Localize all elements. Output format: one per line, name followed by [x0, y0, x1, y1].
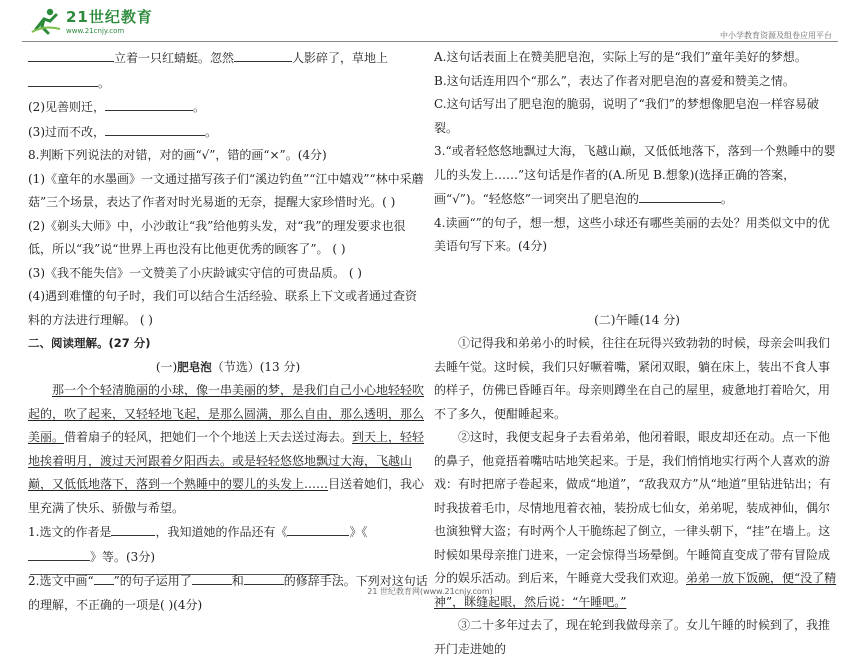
fill-line-1: 立着一只红蜻蜓。忽然 人影碎了，草地上。 [28, 46, 428, 95]
page-footer: 21 世纪教育网(www.21cnjy.com) [367, 587, 493, 596]
fill-line-2: (2)见善则迁， 。 [28, 95, 428, 120]
header-divider [22, 41, 838, 42]
logo-title: 21世纪教育 [66, 8, 153, 26]
fill-line-3: (3)过而不改， 。 [28, 120, 428, 145]
answer-blank[interactable] [639, 187, 721, 203]
answer-blank[interactable] [105, 120, 205, 136]
right-column [434, 46, 840, 661]
answer-blank[interactable] [244, 569, 284, 585]
runner-logo-icon [30, 7, 62, 35]
question-8-3: (3)《我不能失信》一文赞美了小庆龄诚实守信的可贵品质。 ( ) [28, 265, 362, 280]
reading-question-4: 4.读画“”的句子，想一想，这些小球还有哪些美丽的去处？用类似文中的优美语句写下来。(4分) [434, 215, 830, 253]
option-c: C.这句话写出了肥皂泡的脆弱，说明了“我们”的梦想像肥皂泡一样容易破裂。 [434, 97, 819, 135]
passage-1-body: 那一个个轻清脆丽的小球，像一串美丽的梦，是我们自己小心地轻轻吹起的，吹了起来，又轻轻地飞起，是那么圆满，那么自由，那么透明，那么美丽。借着扇子的轻风，把她们一个个地送上天去送过海去。到天上，轻轻地挨着明月，渡过天河跟着夕阳西去。或是轻轻悠悠地飘过大海，飞越山巅，又低低地落下，落到一个熟睡中的婴儿的头发上……目送着她们，我心里充满了快乐、骄傲与希望。 [28, 383, 425, 515]
question-8-2: (2)《剃头大师》中，小沙敢让“我”给他剪头发，对“我”的理发要求也很低，所以“我”说“世界上再也没有比他更优秀的顾客了”。 ( ) [28, 218, 406, 256]
passage-2-para-1: ①记得我和弟弟小的时候，往往在玩得兴致勃勃的时候，母亲会叫我们去睡午觉。这时候，我们只好噘着嘴，紧闭双眼，躺在床上，装出不食人事的样子，仿佛已昏睡百年。母亲则蹲坐在自己的屋里，疲惫地打着哈欠，用不了多久，便酣睡起来。 [434, 336, 831, 421]
answer-blank[interactable] [28, 46, 114, 62]
option-a: A.这句话表面上在赞美肥皂泡，实际上写的是“我们”童年美好的梦想。 [434, 50, 807, 64]
left-column [28, 46, 428, 617]
passage-1-title: (一)肥皂泡（节选）(13 分) [155, 359, 301, 374]
passage-2-para-3: ③二十多年过去了，现在轮到我做母亲了。女儿午睡的时候到了，我推开门走进她的 [434, 618, 831, 656]
logo-url: www.21cnjy.com [66, 27, 125, 35]
question-8-4: (4)遇到难懂的句子时，我们可以结合生活经验、联系上下文或者通过查资料的方法进行理解。 ( ) [28, 289, 418, 327]
answer-blank[interactable] [105, 95, 193, 111]
answer-blank[interactable] [111, 520, 155, 536]
reading-question-2: 2.选文中画“ ”的句子运用了 和 的修辞手法。下列对这句话的理解，不正确的一项是( )(4分) [28, 569, 428, 617]
footer-divider [30, 574, 338, 575]
answer-blank[interactable] [28, 545, 90, 561]
reading-question-3: 3.“或者轻悠悠地飘过大海，飞越山巅，又低低地落下，落到一个熟睡中的婴儿的头发上……”这句话是作者的(A.所见 B.想象)(选择正确的答案，画“√”)。“轻悠悠”一词突出了肥皂泡的 。 [434, 144, 836, 206]
section-heading: 二、阅读理解。(27 分) [28, 336, 151, 350]
passage-2-title: (二)午睡(14 分) [594, 312, 680, 327]
question-8: 8.判断下列说法的对错，对的画“√”，错的画“×”。(4分) [28, 148, 327, 162]
answer-blank[interactable] [28, 71, 98, 87]
answer-blank [94, 569, 114, 585]
answer-blank[interactable] [234, 46, 292, 62]
platform-label: 中小学教育资源及组卷应用平台 [720, 31, 832, 40]
page-header [0, 0, 860, 42]
passage-2-para-2: ②这时，我便支起身子去看弟弟，他闭着眼，眼皮却还在动。点一下他的鼻子，他竟捂着嘴咕咕地笑起来。于是，我们悄悄地实行两个人喜欢的游戏：有时把席子卷起来，做成“地道”，“敌我双方”从“地道”里钻进钻出；有时我拔着毛巾，尽情地甩着衣袖，装扮成七仙女，弟弟呢，装成神仙，偶尔也演独臂大盗；有时两个人干脆练起了倒立，一律头朝下，“挂”在墙上。这时候如果母亲推门进来，一定会惊得当场晕倒。午睡简直变成了带有冒险成分的娱乐活动。到后来，午睡竟大受我们欢迎。弟弟一放下饭碗，便“没了精神”，眯缝起眼，然后说：“午睡吧。” [434, 430, 837, 609]
site-logo[interactable] [30, 6, 153, 35]
reading-question-1: 1.选文的作者是 ，我知道她的作品还有《 》《》等。(3分) [28, 520, 428, 569]
answer-space[interactable] [434, 259, 840, 309]
option-b: B.这句话连用四个“那么”，表达了作者对肥皂泡的喜爱和赞美之情。 [434, 73, 795, 88]
answer-blank[interactable] [287, 520, 349, 536]
answer-blank[interactable] [192, 569, 232, 585]
question-8-1: (1)《童年的水墨画》一文通过描写孩子们“溪边钓鱼”“江中嬉戏”“林中采蘑菇”三个场景，表达了作者对时光易逝的无奈，提醒大家珍惜时光。( ) [28, 171, 424, 209]
